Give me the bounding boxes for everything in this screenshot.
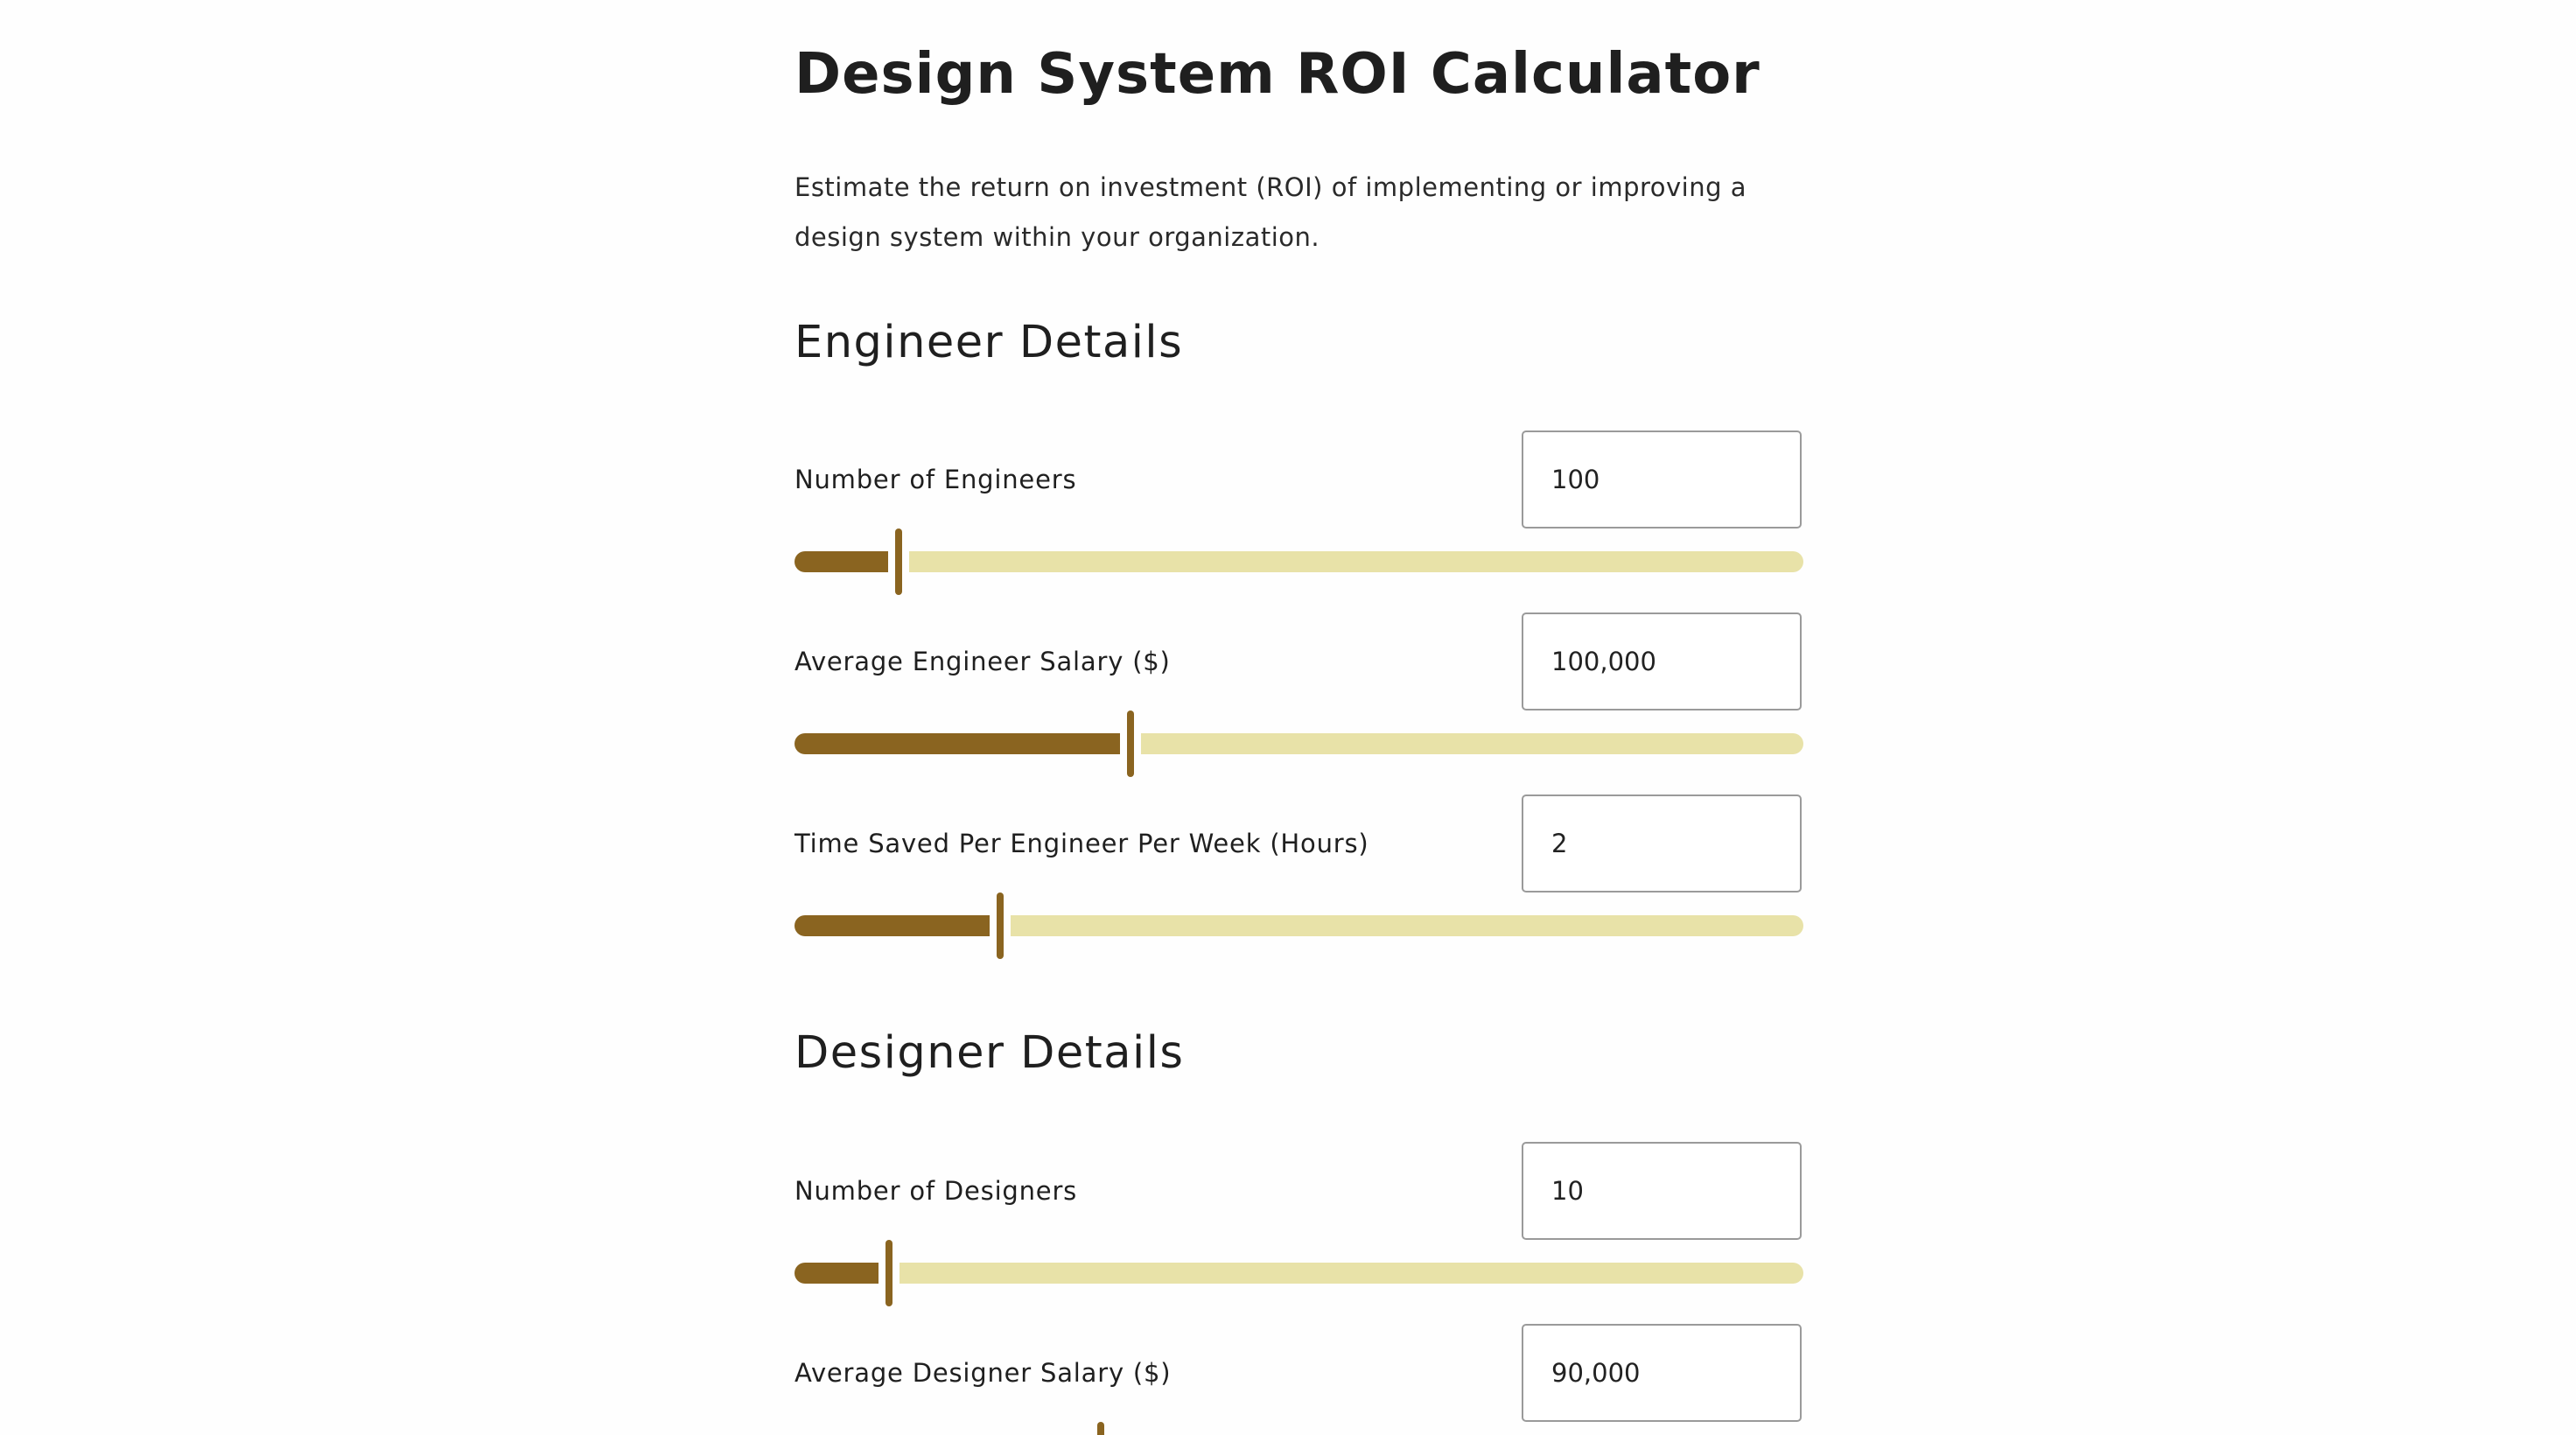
designer-salary-input[interactable] [1522,1324,1802,1422]
slider-track [900,1263,1803,1284]
slider-track [1141,733,1803,754]
slider-track-fill [794,551,888,572]
slider-thumb[interactable] [886,1240,892,1306]
time-saved-label: Time Saved Per Engineer Per Week (Hours) [794,829,1369,858]
time-saved-slider[interactable] [794,892,1803,959]
designer-salary-label: Average Designer Salary ($) [794,1358,1172,1388]
time-saved-field [794,794,1803,970]
slider-track [1011,915,1803,936]
slider-thumb[interactable] [997,892,1004,959]
slider-thumb[interactable] [1097,1422,1104,1435]
designer-count-field [794,1142,1803,1317]
slider-thumb[interactable] [895,528,902,595]
designer-count-label: Number of Designers [794,1176,1078,1206]
designer-salary-field [794,1324,1803,1435]
slider-track-fill [794,733,1120,754]
engineer-count-slider[interactable] [794,528,1803,595]
designer-salary-slider[interactable] [794,1422,1803,1435]
engineer-count-label: Number of Engineers [794,465,1077,494]
engineer-salary-label: Average Engineer Salary ($) [794,647,1171,676]
time-saved-input[interactable] [1522,794,1802,892]
slider-thumb[interactable] [1127,710,1134,777]
engineer-salary-slider[interactable] [794,710,1803,777]
slider-track [909,551,1803,572]
engineer-section-heading: Engineer Details [794,317,1184,368]
engineer-salary-field [794,612,1803,788]
slider-track-fill [794,1263,878,1284]
engineer-count-input[interactable] [1522,430,1802,528]
engineer-salary-input[interactable] [1522,612,1802,710]
designer-section-heading: Designer Details [794,1027,1185,1079]
page-title: Design System ROI Calculator [794,42,1760,107]
designer-count-input[interactable] [1522,1142,1802,1240]
designer-count-slider[interactable] [794,1240,1803,1306]
engineer-count-field [794,430,1803,606]
intro-text: Estimate the return on investment (ROI) of implementing or improving a design system within your organization. [794,172,1747,252]
slider-track-fill [794,915,990,936]
